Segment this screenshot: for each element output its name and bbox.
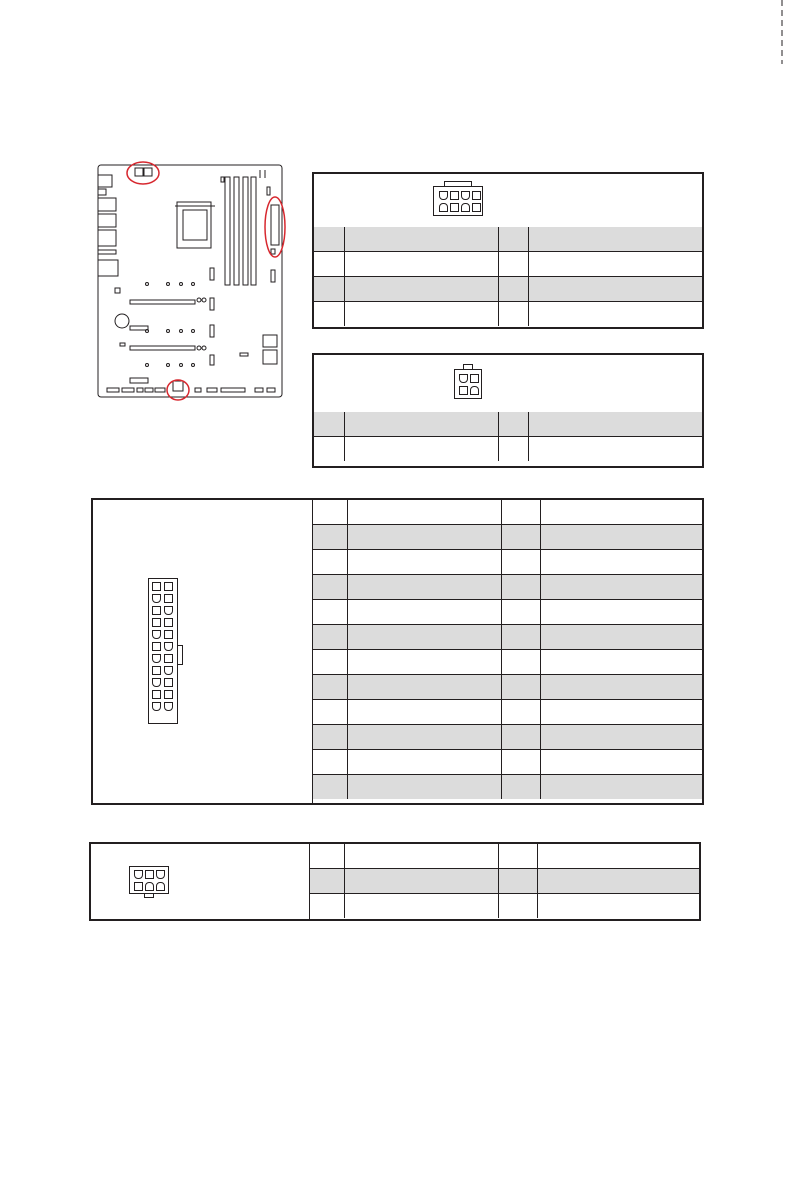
table-row bbox=[313, 600, 702, 625]
table-row bbox=[314, 302, 702, 327]
table-row bbox=[313, 500, 702, 525]
connector-6pin-icon bbox=[129, 866, 169, 894]
pcie-6pin-pinout-box bbox=[89, 842, 701, 921]
connector-4pin-icon bbox=[454, 369, 482, 399]
table-row bbox=[314, 227, 702, 252]
table-row bbox=[313, 625, 702, 650]
table-row bbox=[313, 725, 702, 750]
table-row bbox=[313, 775, 702, 800]
atx-4pin-pinout-box bbox=[312, 353, 704, 468]
table-row bbox=[313, 525, 702, 550]
atx-24pin-pin-table bbox=[313, 500, 702, 799]
table-row bbox=[314, 437, 702, 462]
table-row bbox=[313, 575, 702, 600]
motherboard-diagram bbox=[95, 160, 290, 405]
table-row bbox=[310, 844, 699, 869]
table-row bbox=[314, 412, 702, 437]
table-row bbox=[310, 894, 699, 919]
table-row bbox=[313, 700, 702, 725]
pcie-6pin-pin-table bbox=[310, 844, 699, 918]
page-edge-mark bbox=[770, 0, 794, 70]
table-row bbox=[310, 869, 699, 894]
atx-8pin-pinout-box bbox=[312, 172, 704, 329]
atx-24pin-pinout-box bbox=[91, 498, 704, 805]
atx-4pin-pin-table bbox=[314, 412, 702, 461]
atx-8pin-pin-table bbox=[314, 227, 702, 326]
table-row bbox=[313, 750, 702, 775]
connector-24pin-icon bbox=[148, 578, 178, 724]
table-row bbox=[314, 252, 702, 277]
table-row bbox=[313, 550, 702, 575]
table-row bbox=[313, 650, 702, 675]
connector-8pin-icon bbox=[433, 186, 483, 216]
table-row bbox=[313, 675, 702, 700]
table-row bbox=[314, 277, 702, 302]
